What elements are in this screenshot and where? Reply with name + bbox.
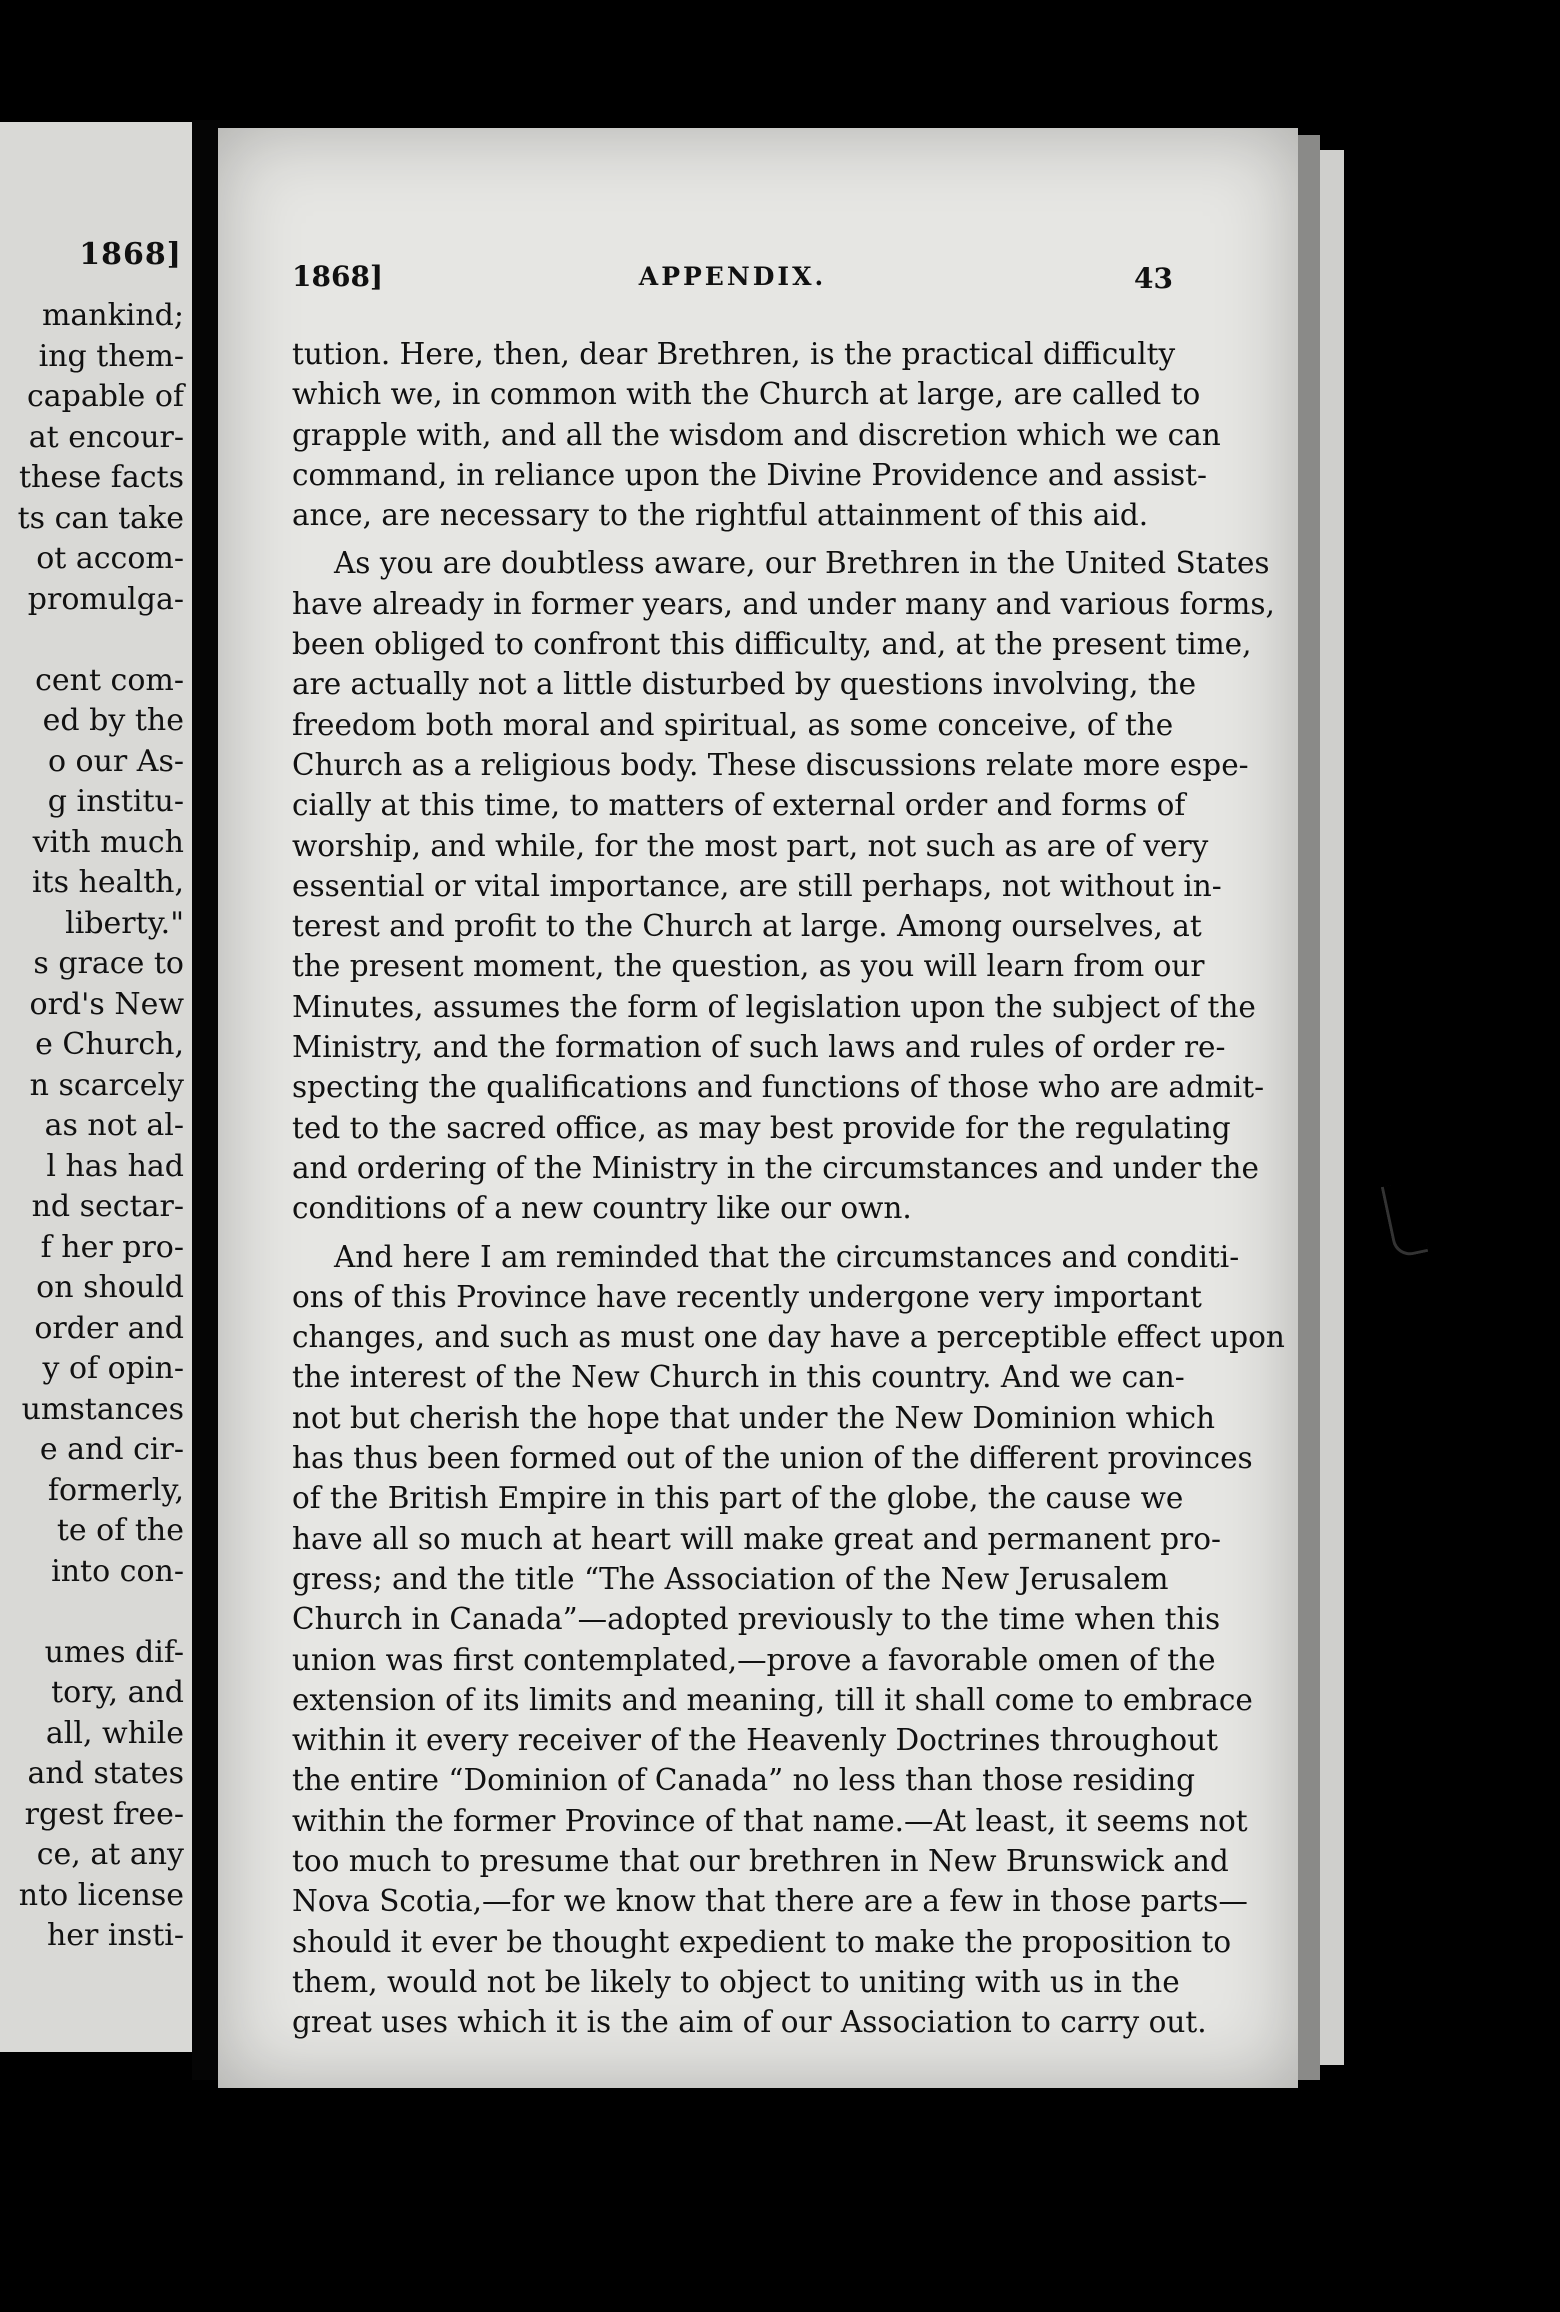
left-text-line: y of opin- [42, 1351, 184, 1386]
text-line: cially at this time, to matters of external order and forms of [292, 788, 1186, 823]
left-text-line: umstances [21, 1391, 184, 1427]
left-page-fragment [0, 122, 192, 2052]
text-line: should it ever be thought expedient to make the proposition to [292, 1924, 1232, 1959]
text-line: and ordering of the Ministry in the circumstances and under the [292, 1150, 1259, 1185]
left-page-text [0, 296, 184, 1957]
text-line: great uses which it is the aim of our Association to carry out. [292, 2005, 1207, 2040]
text-line: grapple with, and all the wisdom and discretion which we can [292, 417, 1221, 452]
left-text-line: nd sectar- [31, 1189, 184, 1224]
left-text-line: these facts [18, 460, 184, 495]
text-line: Church in Canada”—adopted previously to the time when this [292, 1602, 1221, 1637]
text-line: As you are doubtless aware, our Brethren in the United States [334, 546, 1270, 581]
paragraph-gap [292, 535, 1160, 543]
left-text-line: order and [34, 1310, 184, 1346]
text-line: not but cherish the hope that under the New Dominion which [292, 1400, 1215, 1435]
left-text-line: ing them- [38, 338, 184, 374]
text-line: And here I am reminded that the circumstances and conditi- [334, 1239, 1240, 1274]
left-text-line: umes dif- [44, 1634, 184, 1670]
text-line: freedom both moral and spiritual, as some conceive, of the [292, 707, 1174, 742]
text-line: extension of its limits and meaning, till it shall come to embrace [292, 1682, 1253, 1717]
left-page-running-head: 1868] [79, 237, 182, 272]
text-line: the present moment, the question, as you will learn from our [292, 949, 1205, 984]
text-line: Minutes, assumes the form of legislation upon the subject of the [292, 989, 1256, 1024]
left-text-line: f her pro- [40, 1229, 184, 1265]
left-text-line: tory, and [51, 1675, 184, 1710]
left-text-line: e Church, [35, 1027, 184, 1062]
running-head-year: 1868] [292, 260, 384, 293]
text-line: have already in former years, and under many and various forms, [292, 586, 1275, 621]
main-page [218, 128, 1298, 2088]
left-text-line [0, 620, 184, 661]
left-text-line: s grace to [33, 946, 184, 981]
left-text-line: ts can take [17, 500, 184, 536]
text-line: of the British Empire in this part of the globe, the cause we [292, 1481, 1184, 1516]
left-text-line: e and cir- [39, 1432, 184, 1467]
text-line: command, in reliance upon the Divine Providence and assist- [292, 457, 1207, 492]
text-line: the interest of the New Church in this country. And we can- [292, 1360, 1185, 1395]
left-text-line: its health, [31, 865, 184, 900]
text-line: changes, and such as must one day have a perceptible effect upon [292, 1320, 1285, 1355]
book-gutter [192, 120, 220, 2080]
body-text [292, 334, 1285, 2042]
text-line: Ministry, and the formation of such laws and rules of order re- [292, 1030, 1226, 1065]
text-line: union was first contemplated,—prove a favorable omen of the [292, 1642, 1216, 1677]
text-line: which we, in common with the Church at large, are called to [292, 377, 1201, 412]
left-text-line: as not al- [44, 1108, 184, 1143]
left-text-line: ce, at any [36, 1837, 184, 1872]
text-line: ted to the sacred office, as may best provide for the regulating [292, 1110, 1231, 1145]
left-text-line: into con- [51, 1553, 184, 1589]
left-text-line: on should [36, 1270, 184, 1305]
text-line: Nova Scotia,—for we know that there are a few in those parts— [292, 1884, 1248, 1919]
left-text-line: liberty." [65, 905, 184, 941]
text-line: have all so much at heart will make great and permanent pro- [292, 1521, 1221, 1556]
text-line: essential or vital importance, are still perhaps, not without in- [292, 868, 1222, 903]
left-text-line: vith much [32, 824, 184, 860]
left-text-line: o our As- [47, 743, 184, 779]
text-line: been obliged to confront this difficulty, and, at the present time, [292, 627, 1252, 662]
text-line: terest and profit to the Church at large. Among ourselves, at [292, 909, 1202, 944]
text-line: are actually not a little disturbed by questions involving, the [292, 667, 1197, 702]
left-text-line: ed by the [42, 703, 184, 738]
left-text-line: all, while [45, 1715, 184, 1751]
text-line: too much to presume that our brethren in New Brunswick and [292, 1843, 1229, 1878]
running-head-title: APPENDIX. [638, 262, 827, 291]
text-line: ance, are necessary to the rightful attainment of this aid. [292, 498, 1149, 533]
text-line: the entire “Dominion of Canada” no less than those residing [292, 1763, 1196, 1798]
page-number: 43 [1134, 262, 1173, 295]
left-text-line: ot accom- [36, 541, 184, 576]
text-line: gress; and the title “The Association of the New Jerusalem [292, 1561, 1169, 1596]
margin-pencil-mark [1381, 1180, 1428, 1258]
text-line: worship, and while, for the most part, not such as are of very [292, 828, 1209, 863]
left-text-line: her insti- [46, 1918, 184, 1953]
left-text-line: g institu- [47, 784, 184, 819]
text-line: conditions of a new country like our own. [292, 1191, 912, 1226]
text-line: has thus been formed out of the union of the different provinces [292, 1441, 1253, 1476]
left-text-line: capable of [26, 379, 184, 414]
running-head [292, 260, 1173, 300]
left-text-line: mankind; [41, 298, 184, 333]
left-text-line: nto license [18, 1877, 184, 1913]
text-line: within the former Province of that name.—At least, it seems not [292, 1803, 1248, 1838]
paragraph-gap [292, 1229, 1160, 1237]
text-line: specting the qualifications and functions of those who are admit- [292, 1070, 1265, 1105]
left-text-line [0, 1592, 184, 1633]
left-text-line: te of the [56, 1513, 184, 1548]
left-text-line: n scarcely [29, 1067, 184, 1103]
left-text-line: and states [27, 1756, 184, 1791]
text-line: them, would not be likely to object to uniting with us in the [292, 1964, 1180, 1999]
text-line: within it every receiver of the Heavenly Doctrines throughout [292, 1723, 1218, 1758]
page-edge-shadow [1298, 135, 1320, 2080]
left-text-line: rgest free- [24, 1796, 184, 1832]
left-text-line: ord's New [29, 986, 184, 1022]
left-text-line: formerly, [47, 1472, 184, 1508]
left-text-line: cent com- [35, 662, 184, 698]
page-edge [1320, 150, 1344, 2065]
left-text-line: l has had [46, 1148, 184, 1184]
left-text-line: at encour- [28, 419, 184, 455]
text-line: Church as a religious body. These discussions relate more espe- [292, 747, 1249, 782]
text-line: tution. Here, then, dear Brethren, is the practical difficulty [292, 337, 1176, 371]
text-line: ons of this Province have recently undergone very important [292, 1279, 1202, 1314]
left-text-line: promulga- [27, 581, 184, 617]
